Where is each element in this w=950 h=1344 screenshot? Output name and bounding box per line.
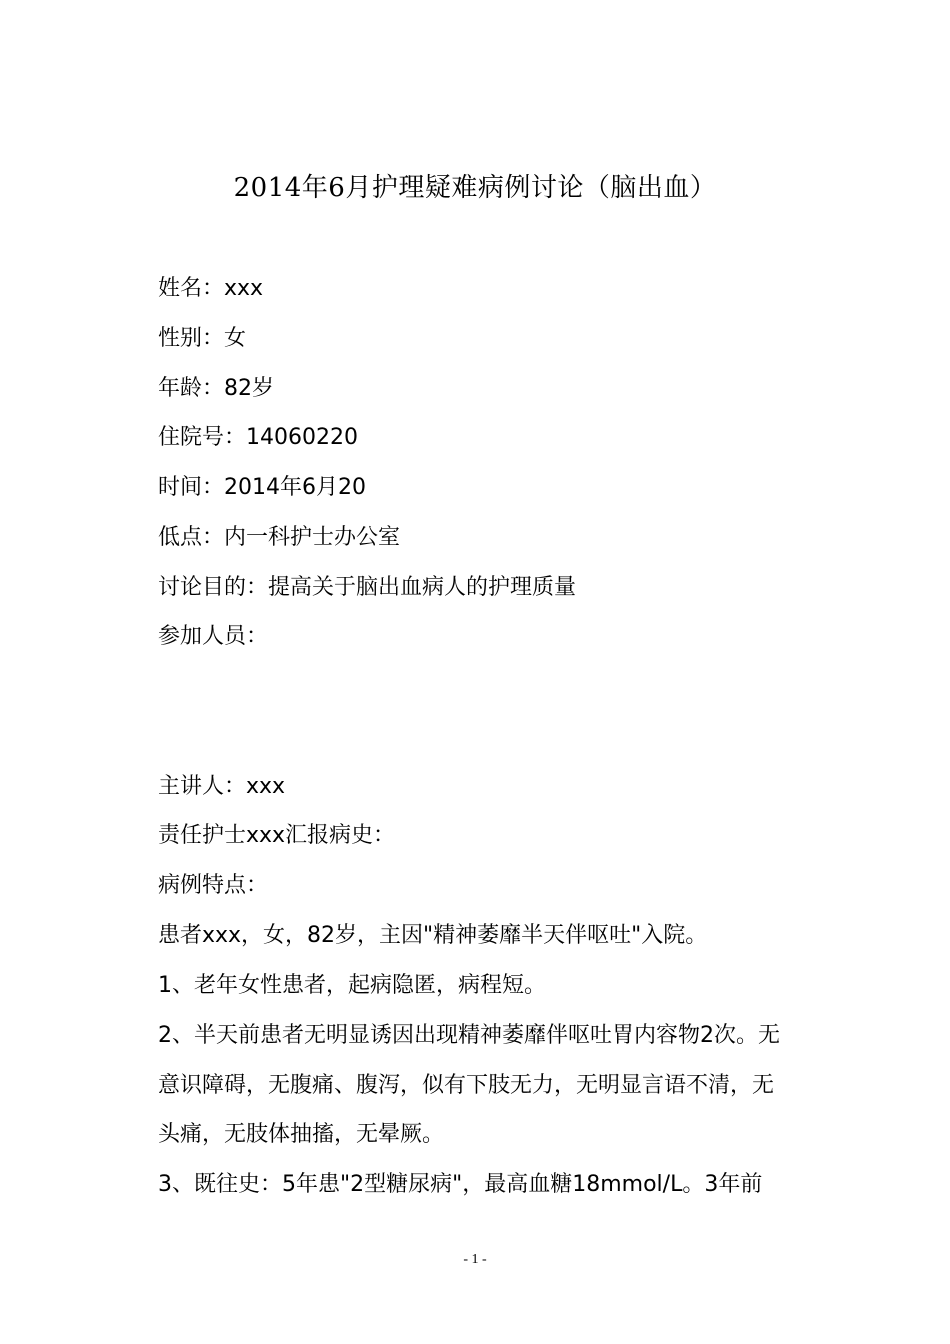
case-point-2-line-3: 头痛，无肢体抽搐，无晕厥。 — [158, 1122, 445, 1147]
field-name: 姓名：xxx — [158, 276, 264, 301]
case-point-3-line-1: 3、既往史：5年患"2型糖尿病"，最高血糖18mmol/L。3年前 — [158, 1172, 763, 1197]
case-summary: 患者xxx，女，82岁，主因"精神萎靡半天伴呕吐"入院。 — [158, 923, 708, 948]
page-number: - 1 - — [463, 1252, 487, 1267]
field-nurse-report: 责任护士xxx汇报病史： — [158, 823, 396, 848]
field-age: 年龄：82岁 — [158, 376, 274, 401]
case-point-1: 1、老年女性患者，起病隐匿，病程短。 — [158, 973, 546, 998]
case-point-2-line-2: 意识障碍，无腹痛、腹泻，似有下肢无力，无明显言语不清，无 — [158, 1073, 775, 1098]
field-purpose: 讨论目的：提高关于脑出血病人的护理质量 — [158, 575, 577, 600]
field-time: 时间：2014年6月20 — [158, 475, 366, 500]
field-location: 低点：内一科护士办公室 — [158, 525, 401, 550]
case-heading: 病例特点： — [158, 873, 269, 898]
field-admission-number: 住院号：14060220 — [158, 425, 358, 450]
case-point-2-line-1: 2、半天前患者无明显诱因出现精神萎靡伴呕吐胃内容物2次。无 — [158, 1023, 780, 1048]
field-presenter: 主讲人：xxx — [158, 774, 286, 799]
document-title: 2014年6月护理疑难病例讨论（脑出血） — [233, 173, 717, 203]
field-gender: 性别：女 — [158, 326, 247, 351]
field-participants: 参加人员： — [158, 624, 269, 649]
